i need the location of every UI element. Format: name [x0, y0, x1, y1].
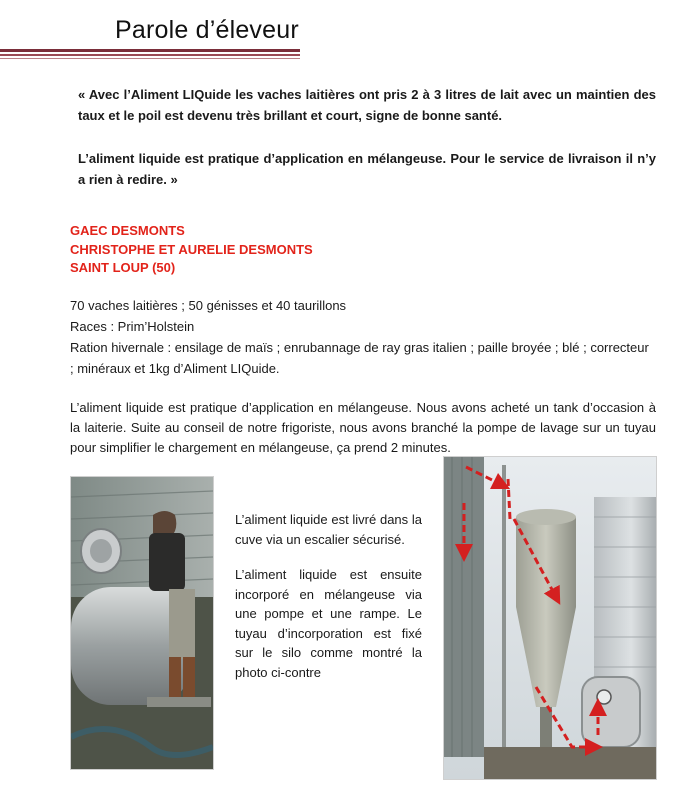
breeds: Races : Prim’Holstein [70, 319, 195, 334]
page-title: Parole d’éleveur [115, 16, 299, 44]
testimonial-quote-1: « Avec l’Aliment LIQuide les vaches laitières ont pris 2 à 3 litres de lait avec un maintien des taux et le poil est devenu très brillant et court, signe de bonne santé. [78, 87, 656, 123]
side-caption-delivery: L’aliment liquide est livré dans la cuve via un escalier sécurisé. [235, 512, 422, 547]
farm-name: GAEC DESMONTS [70, 223, 185, 238]
herd-composition: 70 vaches laitières ; 50 génisses et 40 taurillons [70, 298, 347, 313]
testimonial-quote-2: L’aliment liquide est pratique d’application en mélangeuse. Pour le service de livraison il n’y a rien à redire. » [78, 151, 656, 187]
setup-description: L’aliment liquide est pratique d’application en mélangeuse. Nous avons acheté un tank d’occasion à la laiterie. Suite au conseil de notre frigoriste, nous avons branché la pompe de lavage sur un tuyau pour simplifier le chargement en mélangeuse, ça prend 2 minutes. [70, 400, 656, 455]
farm-owners: CHRISTOPHE ET AURELIE DESMONTS [70, 241, 313, 257]
side-caption-incorporation: L’aliment liquide est ensuite incorporé en mélangeuse via une pompe et une rampe. Le tuyau d’incorporation est fixé sur le silo comme montré la photo ci-contre [235, 567, 422, 680]
winter-ration: Ration hivernale : ensilage de maïs ; enrubannage de ray gras italien ; paille broyée ; blé ; correcteur ; minéraux et 1kg d’Aliment LIQuide. [70, 340, 649, 376]
side-caption [235, 510, 422, 698]
title-underline [0, 49, 300, 59]
farm-identity [70, 222, 313, 278]
farm-details [70, 295, 652, 379]
silo-with-pipe-photo [443, 456, 657, 780]
farmer-on-tank-photo [70, 476, 214, 770]
farm-location: SAINT LOUP (50) [70, 260, 176, 275]
